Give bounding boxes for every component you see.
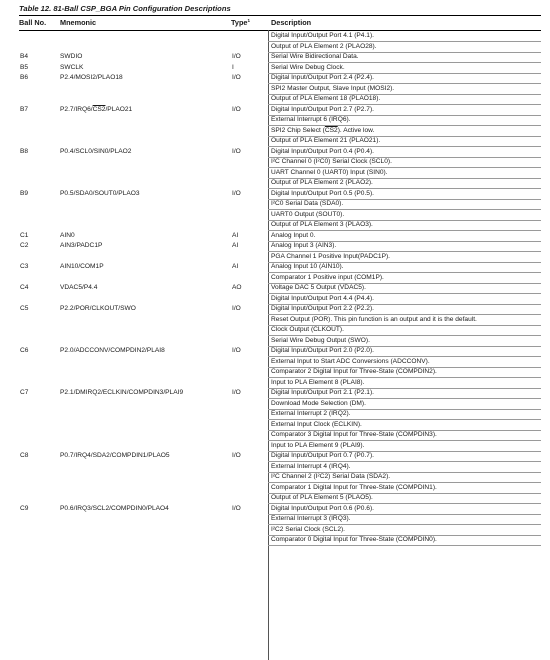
ball-number: C2 [20,242,29,249]
pin-description-line: External Interrupt 4 (IRQ4). [271,462,351,470]
pin-description-line: Digital Input/Output Port 2.7 (P2.7). [271,105,374,113]
pin-description-line: External Interrupt 2 (IRQ2). [271,410,351,417]
pin-description-line: Digital Input/Output Port 0.6 (P0.6). [271,504,374,512]
pin-description-line: Input to PLA Element 8 (PLAI8). [271,378,365,386]
pin-type: AO [232,284,242,291]
pin-type: I/O [232,305,241,312]
pin-type: I/O [232,105,241,113]
pin-type: AI [232,263,239,270]
pin-description-line: I²C0 Serial Data (SDA0). [271,200,344,207]
pin-description-line: SPI2 Master Output, Slave Input (MOSI2). [271,84,395,92]
ball-number: B5 [20,63,29,71]
header-description: Description [271,18,312,27]
ball-number: C1 [20,231,29,239]
pin-description-line: I²C Channel 2 (I²C2) Serial Data (SDA2). [271,473,391,480]
header-ball-no: Ball No. [19,18,47,27]
header-mnemonic: Mnemonic [60,18,97,27]
pin-description-line: I²C Channel 0 (I²C0) Serial Clock (SCL0). [271,158,392,165]
pin-description-line: Comparator 2 Digital Input for Three-State (COMPDIN2). [271,368,437,375]
ball-number: C3 [20,263,29,270]
pin-mnemonic: P2.7/IRQ6/CS2/PLAO21 [60,105,133,113]
pin-mnemonic: P0.7/IRQ4/SDA2/COMPDIN1/PLAO5 [60,452,170,459]
pin-description-line: External Input Clock (ECLKIN). [271,420,362,428]
pin-description-line: PGA Channel 1 Positive Input(PADC1P). [271,252,390,260]
ball-number: B7 [20,105,29,113]
pin-description-line: Comparator 1 Digital Input for Three-State (COMPDIN1). [271,483,437,491]
pin-description-line: Digital Input/Output Port 2.2 (P2.2). [271,305,374,312]
pin-description-line: Comparator 3 Digital Input for Three-State (COMPDIN3). [271,431,437,438]
ball-number: C4 [20,284,29,291]
pin-description-line: Output of PLA Element 2 (PLAO2). [271,179,373,186]
pin-description-line: Digital Input/Output Port 0.5 (P0.5). [271,189,374,197]
pin-description-line: Output of PLA Element 2 (PLAO28). [271,42,377,50]
pin-type: I/O [232,189,241,197]
pin-mnemonic: P2.1/DMIRQ2/ECLKIN/COMPDIN3/PLAI9 [60,389,184,396]
ball-number: C7 [20,389,29,396]
pin-description-line: Serial Wire Bidirectional Data. [271,53,359,60]
pin-description-line: SPI2 Chip Select (CS2). Active low. [271,126,375,134]
pin-type: I/O [232,389,241,396]
pin-description-line: Voltage DAC 5 Output (VDAC5). [271,284,366,291]
pin-type: AI [232,231,239,239]
pin-type: I/O [232,53,241,60]
pin-description-line: Analog Input 0. [271,231,316,239]
pin-description-line: Analog Input 10 (AIN10). [271,263,344,270]
pin-description-line: Output of PLA Element 18 (PLAO18). [271,95,381,102]
pin-mnemonic: AIN10/COM1P [60,263,104,270]
header-type-label: Type [231,18,248,27]
pin-description-line: Digital Input/Output Port 4.4 (P4.4). [271,294,374,302]
pin-mnemonic: P0.6/IRQ3/SCL2/COMPDIN0/PLAO4 [60,504,169,512]
ball-number: C9 [20,504,29,512]
pin-description-line: External Interrupt 6 (IRQ6). [271,116,351,123]
pin-type: I/O [232,452,241,459]
pin-type: I/O [232,347,241,354]
pin-description-line: Comparator 1 Positive input (COM1P). [271,273,384,281]
pin-type: AI [232,242,239,249]
table-header-row [19,15,541,31]
pin-mnemonic: AIN0 [60,231,75,239]
description-line-rule [268,545,541,546]
pin-mnemonic: SWCLK [60,63,84,71]
ball-number: B9 [20,189,29,197]
pin-mnemonic: P2.0/ADCCONV/COMPDIN2/PLAI8 [60,347,165,354]
pin-description-line: Reset Output (POR). This pin function is an output and it is the default. [271,315,477,323]
pin-description-line: Comparator 0 Digital Input for Three-State (COMPDIN0). [271,536,437,543]
pin-mnemonic: SWDIO [60,53,83,60]
pin-description-line: Digital Input/Output Port 2.0 (P2.0). [271,347,374,354]
pin-description-line: I²C2 Serial Clock (SCL2). [271,525,346,533]
table-caption: Table 12. 81-Ball CSP_BGA Pin Configuration Descriptions [19,4,231,13]
pin-mnemonic: P0.4/SCL0/SIN0/PLAO2 [60,147,132,155]
pin-mnemonic: VDAC5/P4.4 [60,284,98,291]
pin-mnemonic: P2.4/MOSI2/PLAO18 [60,74,123,81]
header-type [231,18,250,27]
ball-number: C8 [20,452,29,459]
pin-description-line: Digital Input/Output Port 2.4 (P2.4). [271,74,374,81]
pin-description-line: Digital Input/Output Port 2.1 (P2.1). [271,389,374,396]
pin-description-line: Output of PLA Element 3 (PLAO3). [271,221,373,228]
pin-description-line: External Input to Start ADC Conversions (ADCCONV). [271,357,430,365]
pin-type: I/O [232,74,241,81]
pin-mnemonic: AIN3/PADC1P [60,242,103,249]
ball-number: B8 [20,147,29,155]
pin-description-line: Digital Input/Output Port 0.7 (P0.7). [271,452,374,459]
ball-number: B4 [20,53,29,60]
ball-number: C6 [20,347,29,354]
pin-description-line: Digital Input/Output Port 0.4 (P0.4). [271,147,374,155]
pin-description-line: Analog Input 3 (AIN3). [271,242,337,249]
pin-mnemonic: P0.5/SDA0/SOUT0/PLAO3 [60,189,140,197]
pin-description-line: UART Channel 0 (UART0) Input (SIN0). [271,168,388,176]
pin-description-line: Serial Wire Debug Output (SWO). [271,336,370,344]
pin-description-line: External Interrupt 3 (IRQ3). [271,515,351,522]
pin-type: I [232,63,234,71]
ball-number: B6 [20,74,29,81]
pin-description-line: Digital Input/Output Port 4.1 (P4.1). [271,32,374,39]
pin-type: I/O [232,147,241,155]
pin-type: I/O [232,504,241,512]
header-type-footnote: 1 [247,18,251,23]
pin-description-line: Output of PLA Element 5 (PLAO5). [271,494,373,501]
pin-mnemonic: P2.2/POR/CLKOUT/SWO [60,305,136,312]
pin-description-line: Input to PLA Element 9 (PLAI9). [271,441,365,449]
pin-description-line: Serial Wire Debug Clock. [271,63,345,71]
pin-description-line: UART0 Output (SOUT0). [271,210,345,218]
pin-description-line: Clock Output (CLKOUT). [271,326,344,333]
ball-number: C5 [20,305,29,312]
pin-description-line: Download Mode Selection (DM). [271,399,366,407]
pin-description-line: Output of PLA Element 21 (PLAO21). [271,137,381,144]
